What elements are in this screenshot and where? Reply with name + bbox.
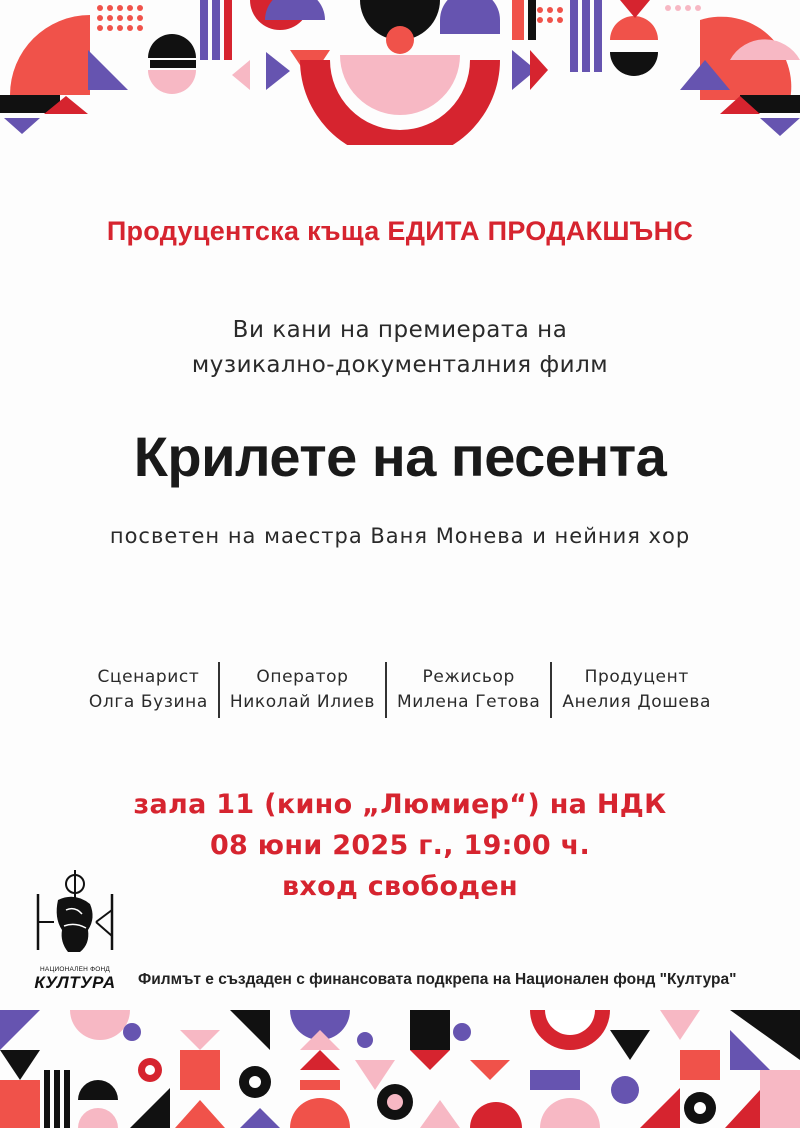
- crew-role: Сценарист: [97, 667, 200, 687]
- top-geometric-decoration: [0, 0, 800, 145]
- crew-director: [387, 660, 550, 720]
- venue-datetime: 08 юни 2025 г., 19:00 ч.: [209, 830, 591, 861]
- invitation-line-1: Ви кани на премиерата на: [232, 317, 568, 343]
- crew-person: Олга Бузина: [88, 692, 208, 712]
- bottom-geometric-decoration: [0, 1010, 800, 1128]
- crew-credits: [44, 660, 756, 720]
- crew-role: Режисьор: [422, 667, 515, 687]
- logo-subtitle: НАЦИОНАЛЕН ФОНД: [40, 966, 110, 973]
- crew-producer: [552, 660, 721, 720]
- dedication-text: посветен на маестра Ваня Монева и нейния хор: [109, 524, 691, 548]
- venue-admission: вход свободен: [282, 871, 518, 902]
- national-culture-fund-logo: [30, 870, 120, 992]
- crew-person: Николай Илиев: [229, 692, 376, 712]
- lion-emblem-icon: [30, 870, 120, 966]
- logo-title: КУЛТУРА: [34, 973, 116, 992]
- film-title: Крилете на песента: [133, 425, 667, 488]
- crew-role: Продуцент: [584, 667, 689, 687]
- crew-role: Оператор: [256, 667, 349, 687]
- funding-note: Филмът е създаден с финансовата подкрепа на Национален фонд "Култура": [138, 971, 737, 988]
- crew-operator: [220, 660, 385, 720]
- venue-location: зала 11 (кино „Люмиер“) на НДК: [133, 789, 667, 820]
- invitation-text: [0, 313, 800, 383]
- crew-person: Анелия Дошева: [562, 692, 712, 712]
- venue-info: [0, 784, 800, 907]
- crew-person: Милена Гетова: [397, 692, 541, 712]
- invitation-line-2: музикално-документалния филм: [191, 352, 609, 378]
- producer-heading: Продуцентска къща ЕДИТА ПРОДАКШЪНС: [106, 216, 694, 246]
- crew-screenwriter: [79, 660, 218, 720]
